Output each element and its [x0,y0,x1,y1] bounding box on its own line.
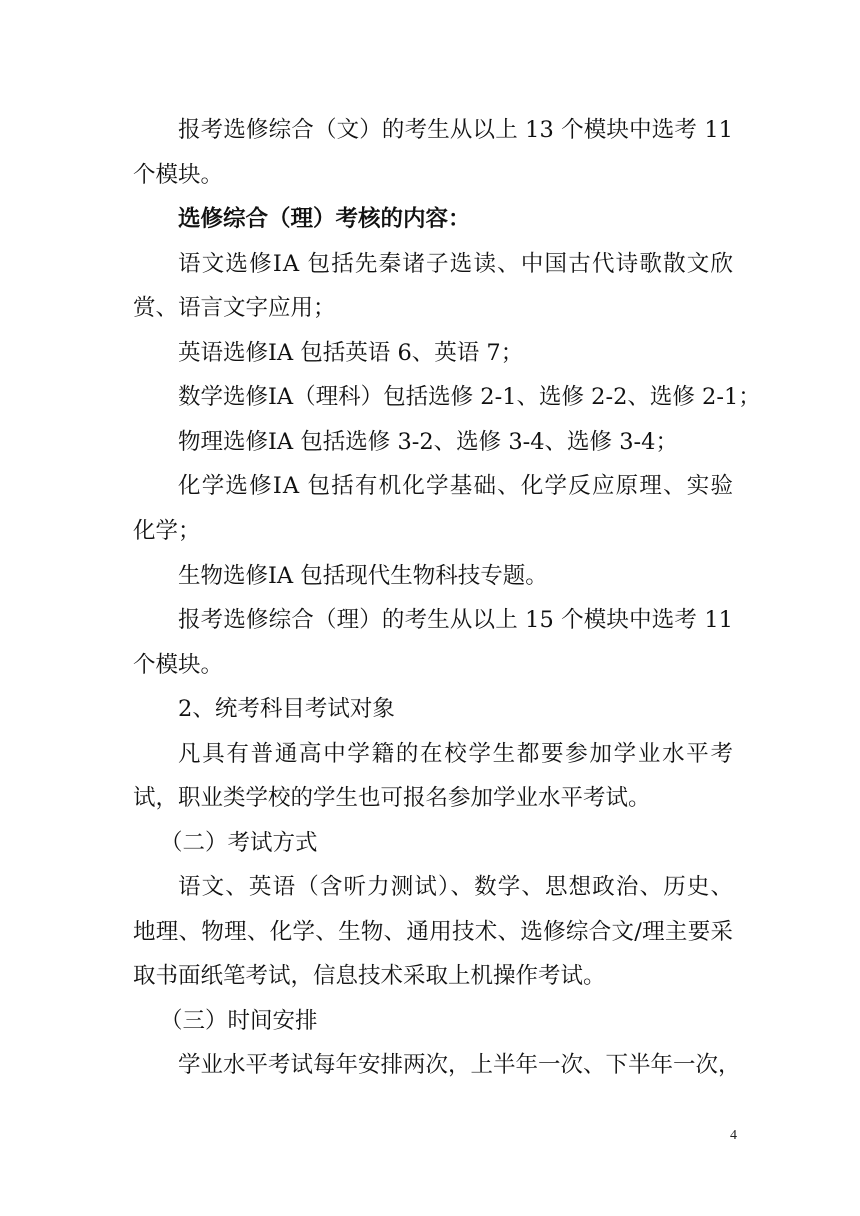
paragraph-line: 学业水平考试每年安排两次，上半年一次、下半年一次， [178,1052,741,1078]
paragraph-line: 数学选修ⅠA（理科）包括选修 2-1、选修 2-2、选修 2-1； [178,384,761,410]
paragraph-line: 语文选修ⅠA 包括先秦诸子选读、中国古代诗歌散文欣 [178,251,733,277]
paragraph-line: 试，职业类学校的学生也可报名参加学业水平考试。 [133,785,651,811]
section-heading: （二）考试方式 [160,830,318,856]
section-heading: （三）时间安排 [160,1008,318,1034]
section-heading: 选修综合（理）考核的内容： [178,206,471,232]
paragraph-line: 生物选修ⅠA 包括现代生物科技专题。 [178,563,548,589]
paragraph-line: 英语选修ⅠA 包括英语 6、英语 7； [178,340,524,366]
paragraph-line: 化学选修ⅠA 包括有机化学基础、化学反应原理、实验 [178,473,733,499]
paragraph-line: 地理、物理、化学、生物、通用技术、选修综合文/理主要采 [133,919,733,945]
paragraph-line: 报考选修综合（文）的考生从以上 13 个模块中选考 11 [178,117,733,143]
section-heading: 2、统考科目考试对象 [178,696,395,722]
paragraph-line: 个模块。 [133,652,224,678]
paragraph-line: 赏、语言文字应用； [133,295,336,321]
paragraph-line: 化学； [133,518,201,544]
page-number: 4 [730,1128,737,1143]
paragraph-line: 报考选修综合（理）的考生从以上 15 个模块中选考 11 [178,607,733,633]
paragraph-line: 取书面纸笔考试，信息技术采取上机操作考试。 [133,963,606,989]
paragraph-line: 语文、英语（含听力测试）、数学、思想政治、历史、 [178,874,733,900]
paragraph-line: 个模块。 [133,162,224,188]
paragraph-line: 物理选修ⅠA 包括选修 3-2、选修 3-4、选修 3-4； [178,429,678,455]
paragraph-line: 凡具有普通高中学籍的在校学生都要参加学业水平考 [178,741,733,767]
